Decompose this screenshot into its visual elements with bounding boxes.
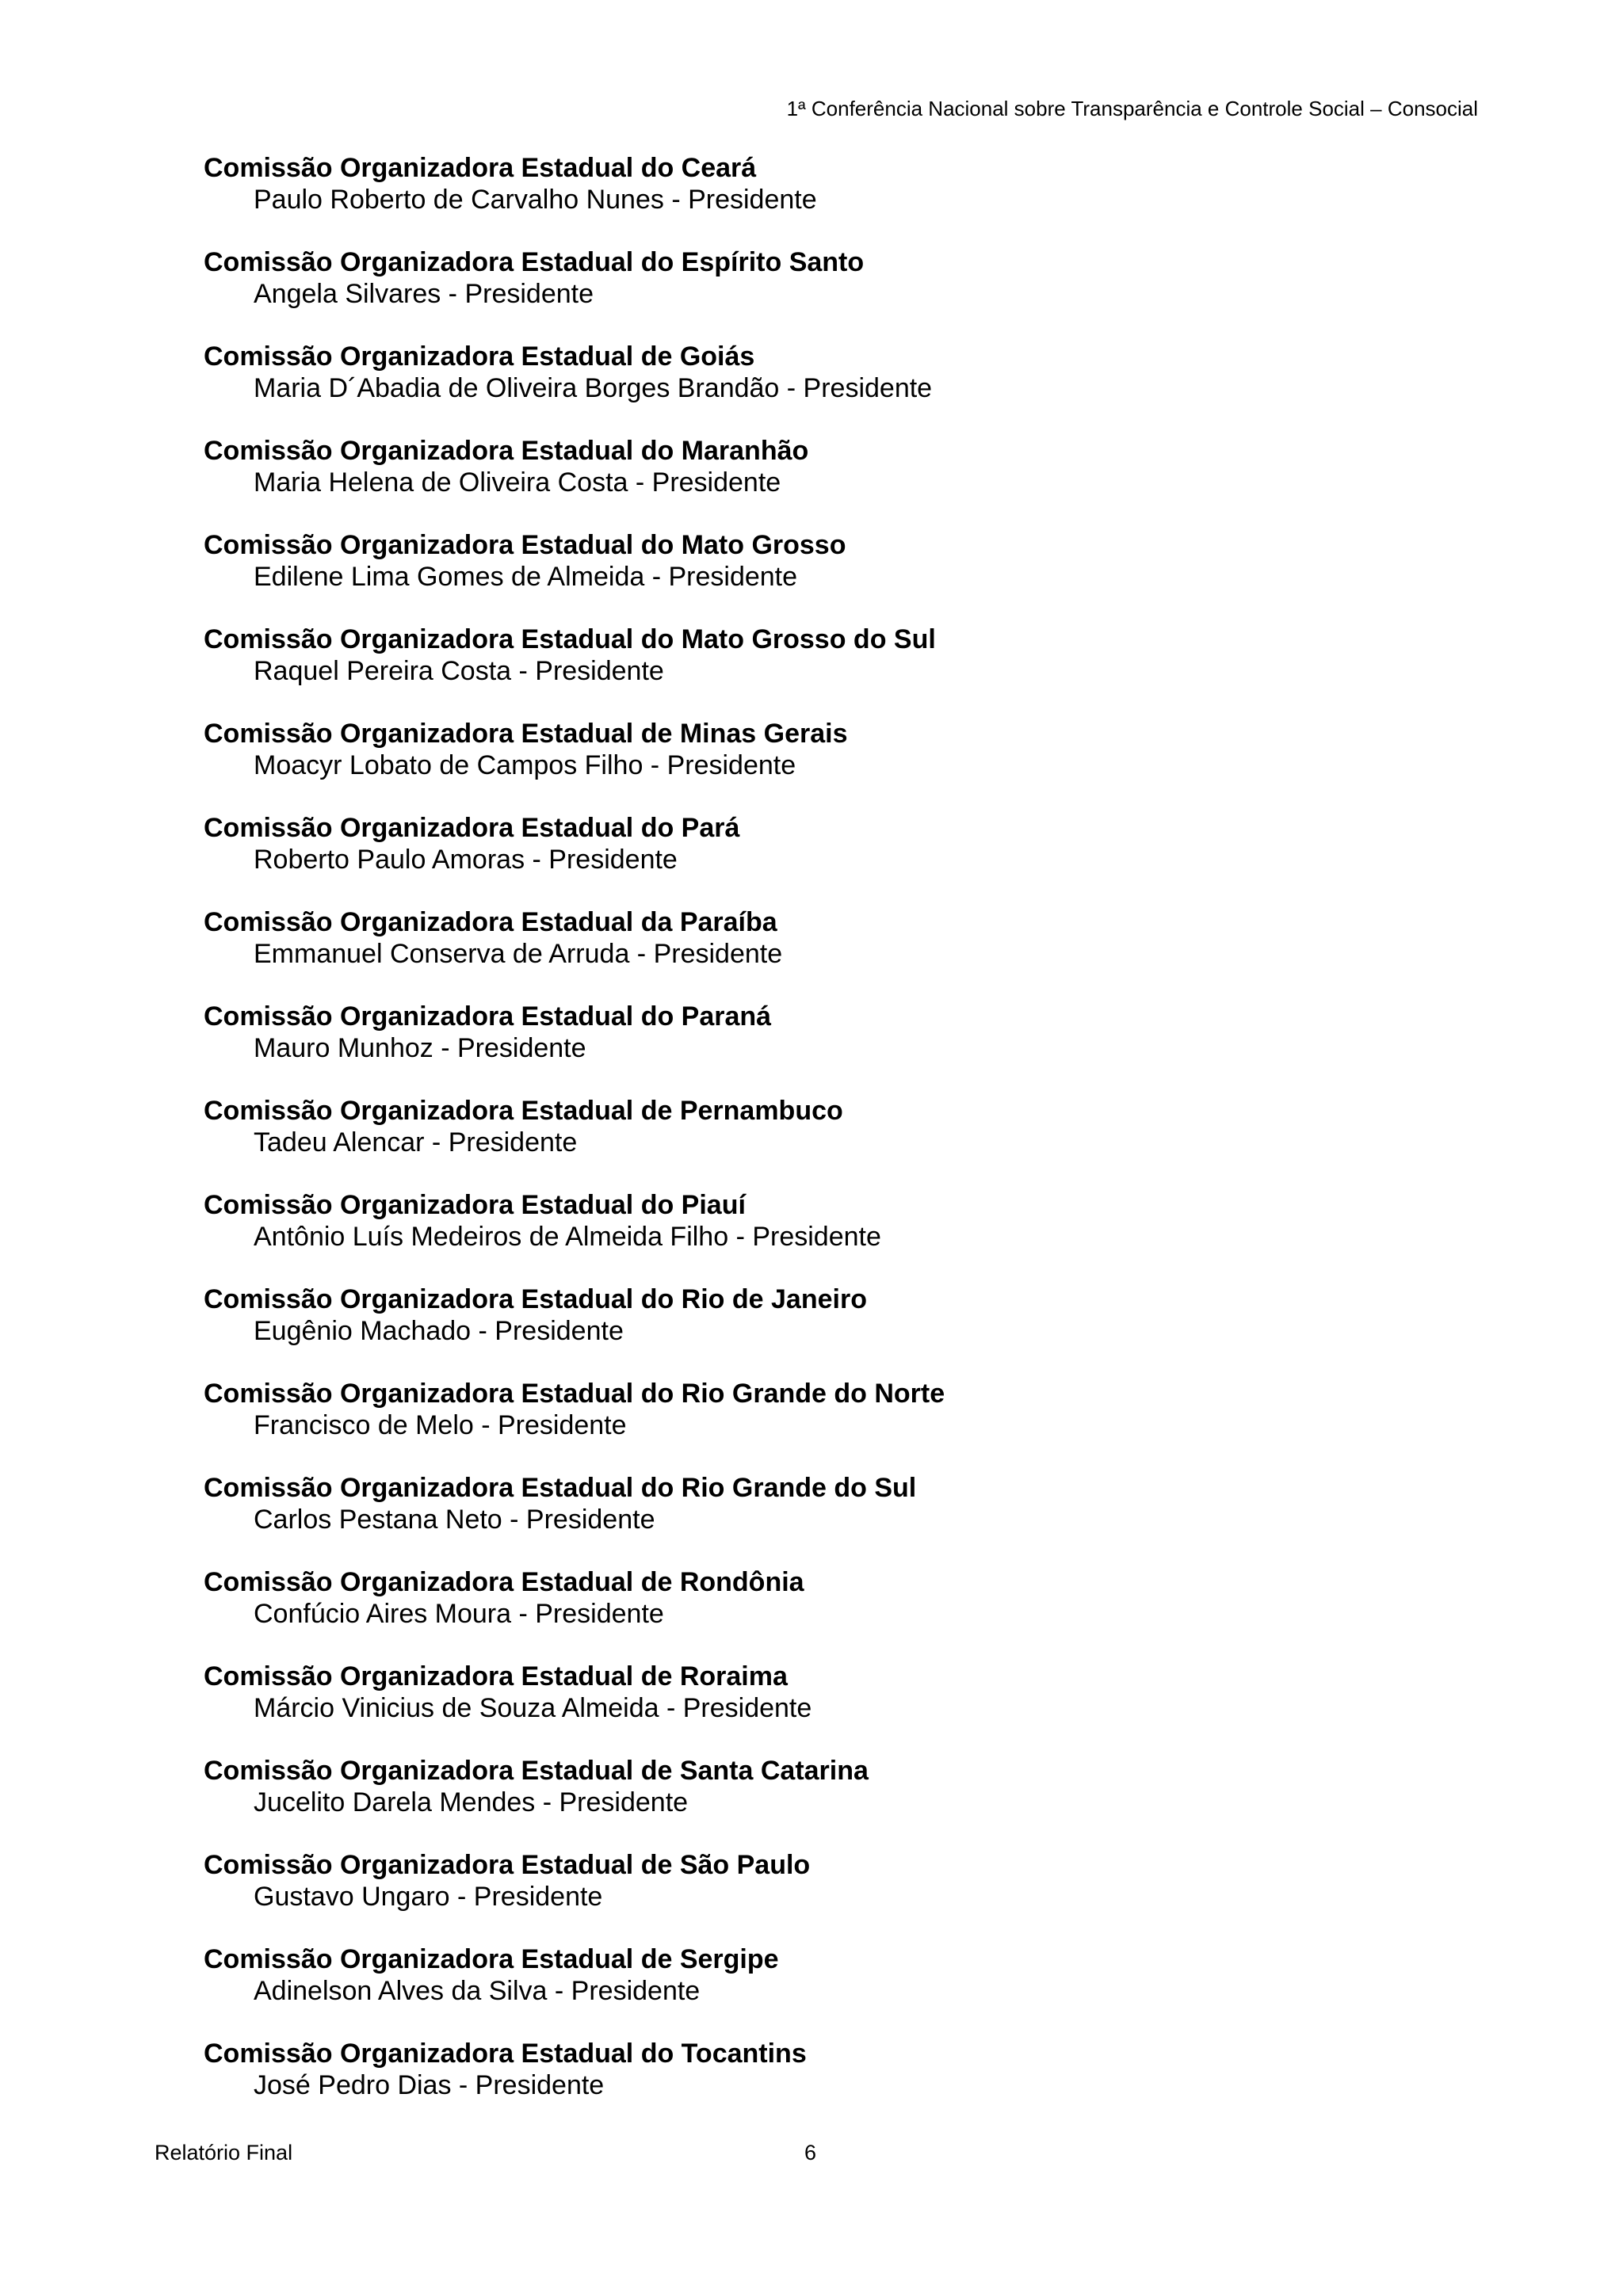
committee-entry [204,1378,1472,1472]
committee-entry [204,1283,1472,1378]
committee-president: Adinelson Alves da Silva - Presidente [254,1976,701,2006]
committee-entry [204,246,1472,341]
committee-entry [204,1189,1472,1283]
committee-name: Comissão Organizadora Estadual de Minas Gerais [204,719,848,749]
committee-president: Jucelito Darela Mendes - Presidente [254,1787,689,1817]
committee-name: Comissão Organizadora Estadual de Sergipe [204,1944,779,1974]
committee-list [204,152,1472,2132]
committee-president: José Pedro Dias - Presidente [254,2070,605,2100]
running-header: 1ª Conferência Nacional sobre Transparência e Controle Social – Consocial [786,97,1478,120]
committee-name: Comissão Organizadora Estadual do Rio de Janeiro [204,1284,867,1314]
committee-entry [204,812,1472,906]
committee-president: Márcio Vinicius de Souza Almeida - Presidente [254,1693,812,1723]
footer-report-title: Relatório Final [155,2141,293,2164]
committee-name: Comissão Organizadora Estadual de Pernambuco [204,1096,843,1126]
committee-entry [204,1755,1472,1849]
page-footer [155,2141,1502,2172]
committee-entry [204,1001,1472,1095]
committee-entry [204,1095,1472,1189]
committee-name: Comissão Organizadora Estadual de Santa Catarina [204,1756,869,1786]
committee-president: Roberto Paulo Amoras - Presidente [254,845,678,875]
committee-name: Comissão Organizadora Estadual do Piauí [204,1190,746,1220]
committee-name: Comissão Organizadora Estadual do Paraná [204,1001,772,1032]
committee-president: Angela Silvares - Presidente [254,279,594,309]
committee-president: Eugênio Machado - Presidente [254,1316,624,1346]
committee-name: Comissão Organizadora Estadual do Maranhão [204,436,809,466]
committee-entry [204,718,1472,812]
committee-name: Comissão Organizadora Estadual de Goiás [204,341,755,372]
committee-name: Comissão Organizadora Estadual da Paraíba [204,907,777,937]
committee-name: Comissão Organizadora Estadual de Rondônia [204,1567,804,1597]
committee-name: Comissão Organizadora Estadual do Rio Grande do Sul [204,1473,917,1503]
committee-name: Comissão Organizadora Estadual do Mato Grosso [204,530,846,560]
committee-president: Moacyr Lobato de Campos Filho - Presidente [254,750,796,780]
committee-name: Comissão Organizadora Estadual do Espírito Santo [204,247,865,277]
committee-president: Mauro Munhoz - Presidente [254,1033,586,1063]
committee-president: Gustavo Ungaro - Presidente [254,1882,603,1912]
committee-president: Emmanuel Conserva de Arruda - Presidente [254,939,783,969]
committee-name: Comissão Organizadora Estadual do Tocantins [204,2039,807,2069]
committee-entry [204,1472,1472,1566]
committee-name: Comissão Organizadora Estadual de Roraima [204,1661,788,1691]
committee-entry [204,1849,1472,1943]
committee-president: Carlos Pestana Neto - Presidente [254,1505,655,1535]
committee-entry [204,435,1472,529]
committee-president: Tadeu Alencar - Presidente [254,1127,578,1158]
committee-entry [204,1566,1472,1661]
footer-page-number: 6 [804,2141,817,2164]
committee-name: Comissão Organizadora Estadual do Mato Grosso do Sul [204,624,936,654]
committee-president: Raquel Pereira Costa - Presidente [254,656,664,686]
committee-entry [204,2038,1472,2132]
committee-name: Comissão Organizadora Estadual do Pará [204,813,740,843]
committee-president: Paulo Roberto de Carvalho Nunes - Presidente [254,185,817,215]
committee-entry [204,1943,1472,2038]
committee-entry [204,624,1472,718]
committee-president: Edilene Lima Gomes de Almeida - Presidente [254,562,798,592]
committee-entry [204,341,1472,435]
committee-entry [204,1661,1472,1755]
committee-name: Comissão Organizadora Estadual do Rio Grande do Norte [204,1379,945,1409]
committee-president: Francisco de Melo - Presidente [254,1410,627,1440]
committee-entry [204,529,1472,624]
committee-president: Confúcio Aires Moura - Presidente [254,1599,664,1629]
committee-president: Maria D´Abadia de Oliveira Borges Brandão - Presidente [254,373,933,403]
committee-president: Antônio Luís Medeiros de Almeida Filho - Presidente [254,1222,881,1252]
committee-name: Comissão Organizadora Estadual do Ceará [204,153,757,183]
committee-president: Maria Helena de Oliveira Costa - Presidente [254,467,781,498]
committee-name: Comissão Organizadora Estadual de São Paulo [204,1850,811,1880]
committee-entry [204,152,1472,246]
committee-entry [204,906,1472,1001]
